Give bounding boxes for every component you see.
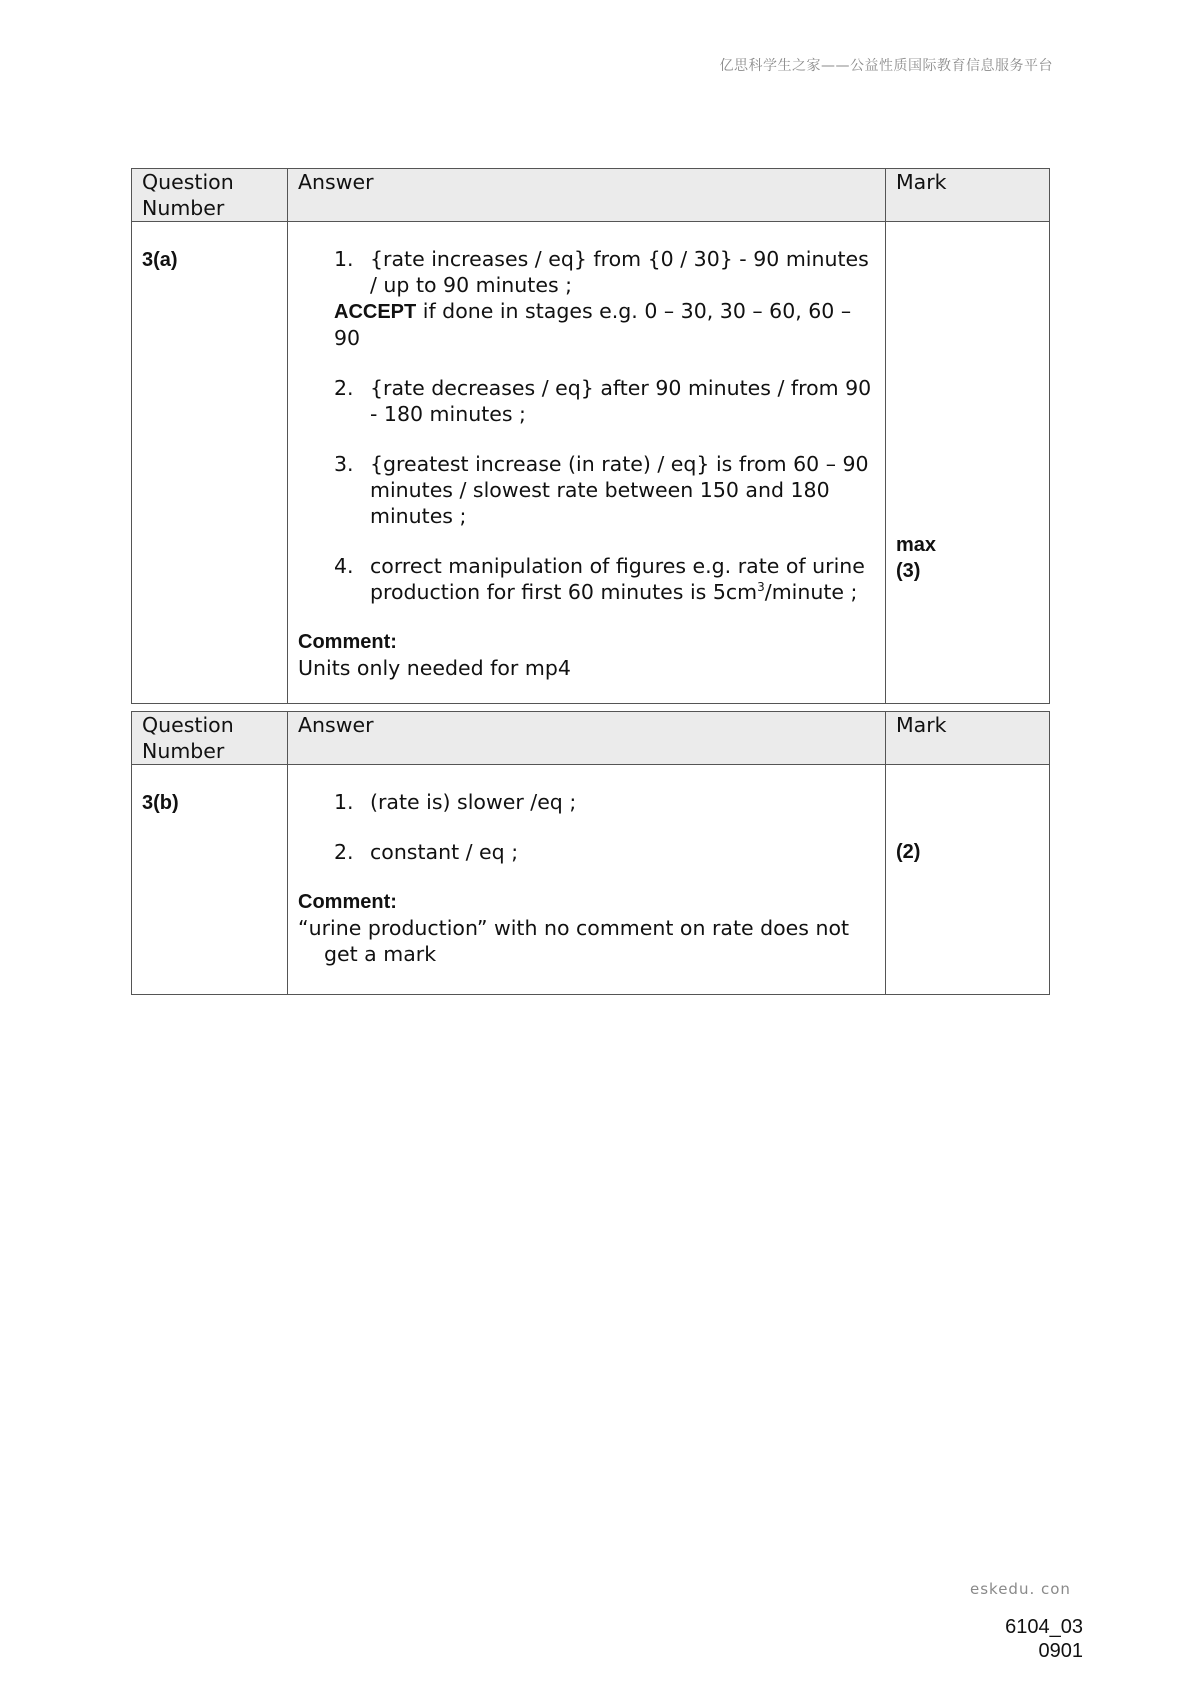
item-number: 1. xyxy=(334,247,354,271)
mark-value: (3) xyxy=(896,560,921,582)
answer-list xyxy=(298,789,875,815)
answer-list xyxy=(298,451,875,529)
list-item xyxy=(298,375,875,427)
list-item xyxy=(298,246,875,298)
header-answer: Answer xyxy=(288,169,886,222)
comment-text: Units only needed for mp4 xyxy=(298,656,571,680)
mark-cell xyxy=(886,765,1050,995)
comment-label: Comment: xyxy=(298,891,397,913)
answer-list xyxy=(298,553,875,605)
item-text: {rate decreases / eq} after 90 minutes / from 90 - 180 minutes ; xyxy=(370,376,872,426)
header-note: 亿思科学生之家——公益性质国际教育信息服务平台 xyxy=(719,58,1053,74)
item-number: 2. xyxy=(334,376,354,400)
item-number: 3. xyxy=(334,452,354,476)
item-text: constant / eq ; xyxy=(370,840,519,864)
header-question-number: Question Number xyxy=(132,712,288,765)
item-text-tail: /minute ; xyxy=(764,580,858,604)
table-row xyxy=(132,222,1050,704)
mark-scheme-table-3b xyxy=(131,711,1050,995)
item-number: 1. xyxy=(334,790,354,814)
comment-text: “urine production” with no comment on rate does not get a mark xyxy=(298,916,850,966)
mark-scheme-table-3a xyxy=(131,168,1050,704)
item-number: 2. xyxy=(334,840,354,864)
item-text: {greatest increase (in rate) / eq} is from 60 – 90 minutes / slowest rate between 150 and 180 minutes ; xyxy=(370,452,869,528)
table-header-row xyxy=(132,169,1050,222)
mark-value: (2) xyxy=(896,841,921,863)
mark-max: max xyxy=(896,534,937,556)
answer-cell xyxy=(288,765,886,995)
list-item xyxy=(298,839,875,865)
question-number: 3(b) xyxy=(142,792,179,814)
paper-code-line2: 0901 xyxy=(1038,1640,1083,1662)
question-number: 3(a) xyxy=(142,249,178,271)
header-question-number: Question Number xyxy=(132,169,288,222)
header-mark: Mark xyxy=(886,169,1050,222)
list-item xyxy=(298,789,875,815)
answer-list xyxy=(298,375,875,427)
item-text: (rate is) slower /eq ; xyxy=(370,790,577,814)
answer-cell xyxy=(288,222,886,704)
comment-label: Comment: xyxy=(298,631,397,653)
list-item xyxy=(298,451,875,529)
table-header-row xyxy=(132,712,1050,765)
item-text-main: correct manipulation of figures e.g. rate of urine production for first 60 minutes is 5cm xyxy=(370,554,865,604)
accept-keyword: ACCEPT xyxy=(334,301,417,323)
accept-note xyxy=(298,298,875,351)
item-text xyxy=(370,554,865,604)
answer-list xyxy=(298,246,875,298)
table-row xyxy=(132,765,1050,995)
superscript: 3 xyxy=(757,580,765,595)
answer-list xyxy=(298,839,875,865)
mark-cell xyxy=(886,222,1050,704)
paper-code-line1: 6104_03 xyxy=(1005,1616,1083,1638)
accept-text: if done in stages e.g. 0 – 30, 30 – 60, 60 – 90 xyxy=(334,299,852,350)
header-answer: Answer xyxy=(288,712,886,765)
list-item xyxy=(298,553,875,605)
item-text: {rate increases / eq} from {0 / 30} - 90 minutes / up to 90 minutes ; xyxy=(370,247,869,297)
header-mark: Mark xyxy=(886,712,1050,765)
footer-paper-code xyxy=(1005,1615,1083,1663)
footer-site-watermark: eskedu. con xyxy=(970,1580,1071,1598)
question-number-cell xyxy=(132,222,288,704)
item-number: 4. xyxy=(334,554,354,578)
question-number-cell xyxy=(132,765,288,995)
